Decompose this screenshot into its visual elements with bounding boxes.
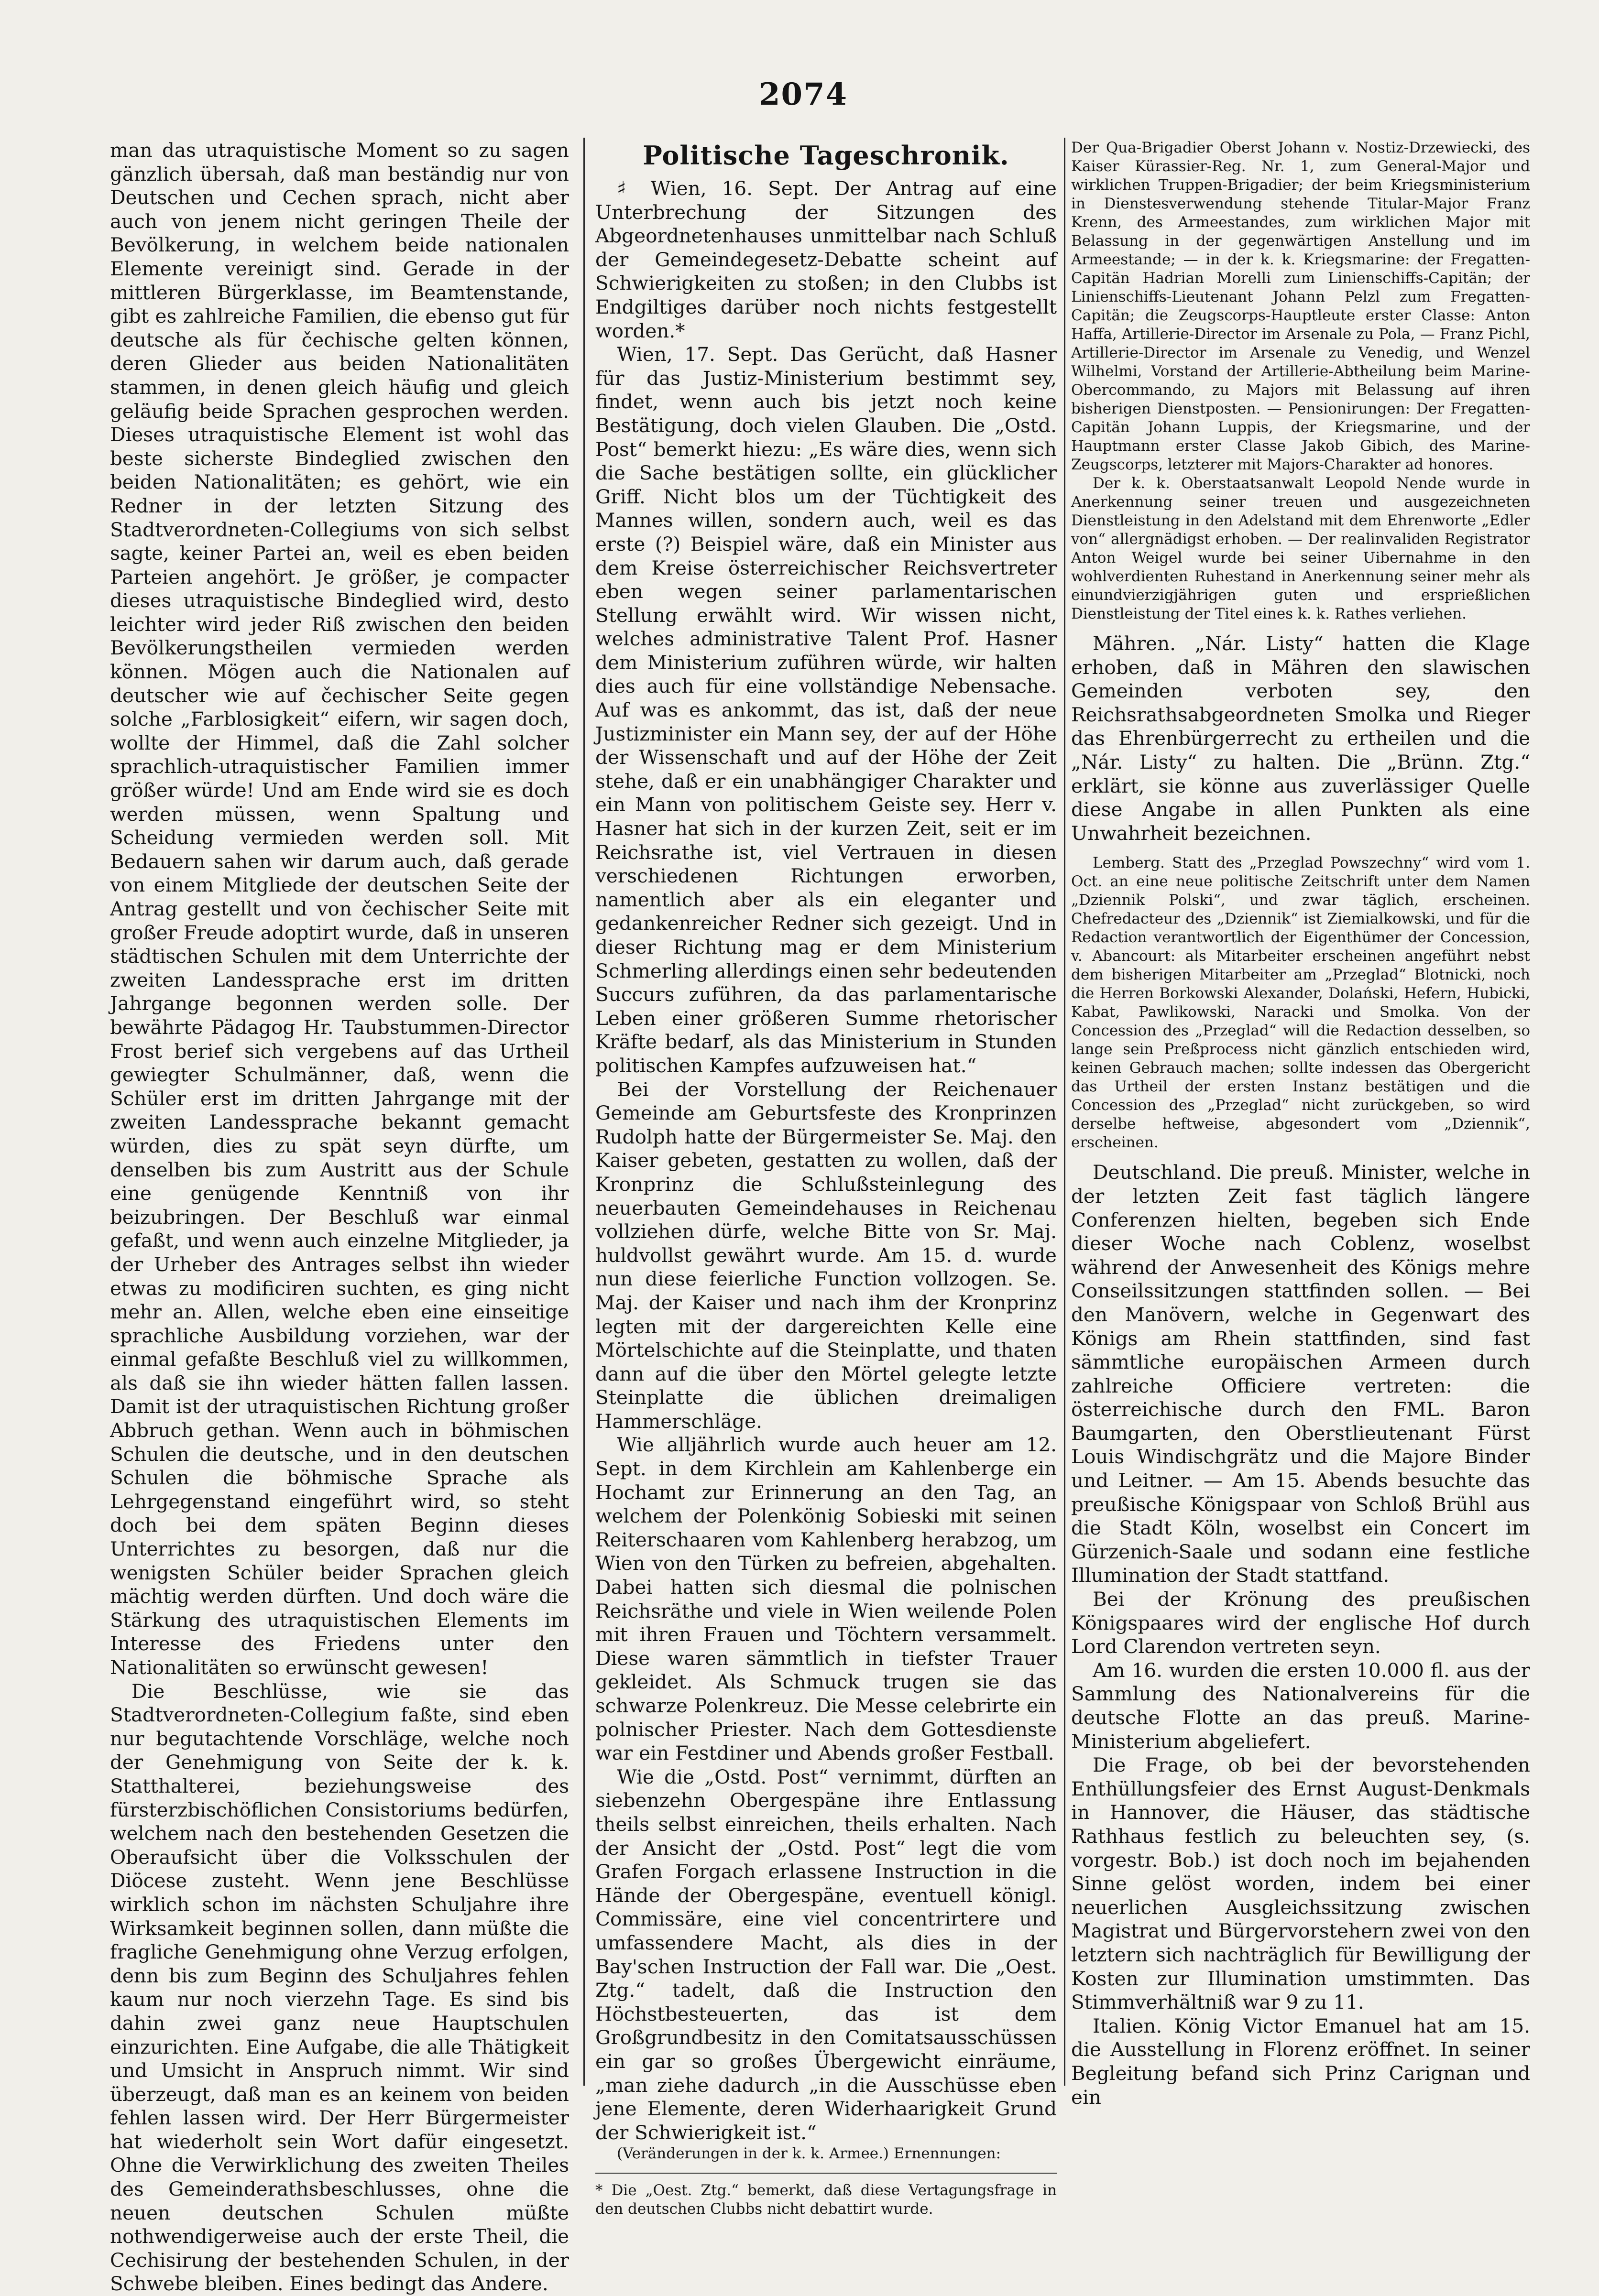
column-left bbox=[110, 139, 569, 2296]
footnote: * Die „Oest. Ztg.“ bemerkt, daß diese Vertagungsfrage in den deutschen Clubbs nicht debattirt wurde. bbox=[595, 2173, 1057, 2219]
news-item: Italien. König Victor Emanuel hat am 15. die Ausstellung in Florenz eröffnet. In seiner Begleitung befand sich Prinz Carignan und ein bbox=[1071, 2014, 1530, 2109]
news-item: Die Frage, ob bei der bevorstehenden Enthüllungsfeier des Ernst August-Denkmals in Hannover, die Häuser, das städtische Rathhaus festlich zu beleuchten sey, (s. vorgestr. Bob.) ist doch noch im bejahenden Sinne gelöst worden, indem bei einer neuerlichen Ausgleichssitzung zwischen Magistrat und Bürgervorstehern zwei von den letztern sich nachträglich für Bewilligung der Kosten zur Illumination umstimmten. Das Stimmverhältniß war 9 zu 11. bbox=[1071, 1753, 1530, 2014]
news-item: Wie alljährlich wurde auch heuer am 12. Sept. in dem Kirchlein am Kahlenberge ein Hochamt zur Erinnerung an den Tag, an welchem der Polenkönig Sobieski mit seinen Reiterschaaren vom Kahlenberg herabzog, um Wien von den Türken zu befreien, abgehalten. Dabei hatten sich diesmal die polnischen Reichsräthe und viele in Wien weilende Polen mit ihren Frauen und Töchtern versammelt. Diese waren sämmtlich in tiefster Trauer gekleidet. Als Schmuck trugen sie das schwarze Polenkreuz. Die Messe celebrirte ein polnischer Priester. Nach dem Gottesdienste war ein Festdiner und Abends großer Festball. bbox=[595, 1433, 1057, 1765]
article-paragraph: Die Beschlüsse, wie sie das Stadtverordneten-Collegium faßte, sind eben nur begutachtende Vorschläge, welche noch der Genehmigung von Seite der k. k. Statthalterei, beziehungsweise des fürsterzbischöflichen Consistoriums bedürfen, welchem nach den bestehenden Gesetzen die Oberaufsicht über die Volksschulen der Diöcese zusteht. Wenn jene Beschlüsse wirklich schon im nächsten Schuljahre ihre Wirksamkeit beginnen sollen, dann müßte die fragliche Genehmigung ohne Verzug erfolgen, denn bis zum Beginn des Schuljahres fehlen kaum nur noch vierzehn Tage. Es sind bis dahin zwei ganz neue Hauptschulen einzurichten. Eine Aufgabe, die alle Thätigkeit und Umsicht in Anspruch nimmt. Wir sind überzeugt, daß man es an keinem von beiden fehlen lassen wird. Der Herr Bürgermeister hat wiederholt sein Wort dafür eingesetzt. Ohne die Verwirklichung des zweiten Theiles des Gemeinderathsbeschlusses, ohne die neuen deutschen Schulen müßte nothwendigerweise auch der erste Theil, die Cechisirung der bestehenden Schulen, in der Schwebe bleiben. Eines bedingt das Andere. bbox=[110, 1679, 569, 2296]
news-item: Am 16. wurden die ersten 10.000 fl. aus der Sammlung des Nationalvereins für die deutsche Flotte an das preuß. Marine-Ministerium abgeliefert. bbox=[1071, 1658, 1530, 1753]
news-item: Lemberg. Statt des „Przeglad Powszechny“ wird vom 1. Oct. an eine neue politische Zeitschrift unter dem Namen „Dziennik Polski“, und zwar täglich, erscheinen. Chefredacteur des „Dziennik“ ist Ziemialkowski, und für die Redaction verantwortlich der Eigenthümer der Concession, v. Abancourt: als Mitarbeiter erscheinen angeführt nebst dem bisherigen Mitarbeiter am „Przeglad“ Blotnicki, noch die Herren Borkowski Alexander, Dolański, Hefern, Hubicki, Kabat, Pawlikowski, Naracki und Smolka. Von der Concession des „Przeglad“ will die Redaction desselben, so lange sein Preßprocess nicht gänzlich entschieden wird, keinen Gebrauch machen; sollte indessen das Obergericht das Urtheil der ersten Instanz bestätigen und die Concession des „Przeglad“ nicht zurückgeben, so wird derselbe heftweise, abgesondert vom „Dziennik“, erscheinen. bbox=[1071, 854, 1530, 1152]
news-item: Bei der Krönung des preußischen Königspaares wird der englische Hof durch Lord Clarendon vertreten seyn. bbox=[1071, 1588, 1530, 1658]
news-item: Wie die „Ostd. Post“ vernimmt, dürften an siebenzehn Obergespäne ihre Entlassung theils selbst einreichen, theils erhalten. Nach der Ansicht der „Ostd. Post“ legt die vom Grafen Forgach erlassene Instruction in die Hände der Obergespäne, eventuell königl. Commissäre, eine viel concentrirtere und umfassendere Macht, als dies in der Bay'schen Instruction der Fall war. Die „Oest. Ztg.“ tadelt, daß die Instruction den Höchstbesteuerten, das ist dem Großgrundbesitz in den Comitatsausschüssen ein gar so großes Übergewicht einräume, „man ziehe dadurch „in die Ausschüsse eben jene Elemente, deren Widerhaarigkeit Grund der Schwierigkeit ist.“ bbox=[595, 1765, 1057, 2144]
section-heading: Politische Tageschronik. bbox=[643, 140, 1009, 171]
news-item: Deutschland. Die preuß. Minister, welche in der letzten Zeit fast täglich längere Conferenzen hielten, begeben sich Ende dieser Woche nach Coblenz, woselbst während der Anwesenheit des Königs mehre Conseilssitzungen stattfinden sollen. — Bei den Manövern, welche in Gegenwart des Königs am Rhein stattfinden, sind fast sämmtliche europäischen Armeen durch zahlreiche Officiere vertreten: die österreichische durch den FML. Baron Baumgarten, den Oberstlieutenant Fürst Louis Windischgrätz und die Majore Binder und Leitner. — Am 15. Abends besuchte das preußische Königspaar von Schloß Brühl aus die Stadt Köln, woselbst ein Concert im Gürzenich-Saale und sodann eine festliche Illumination der Stadt stattfand. bbox=[1071, 1161, 1530, 1587]
news-item: Mähren. „Nár. Listy“ hatten die Klage erhoben, daß in Mähren den slawischen Gemeinden verboten sey, den Reichsrathsabgeordneten Smolka und Rieger das Ehrenbürgerrecht zu ertheilen und die „Nár. Listy“ zu halten. Die „Brünn. Ztg.“ erklärt, sie könne aus zuverlässiger Quelle diese Angabe in allen Punkten als eine Unwahrheit bezeichnen. bbox=[1071, 632, 1530, 845]
news-item: Der Qua-Brigadier Oberst Johann v. Nostiz-Drzewiecki, des Kaiser Kürassier-Reg. Nr. 1, zum General-Major und wirklichen Truppen-Brigadier; der beim Kriegsministerium in Dienstesverwendung stehende Titular-Major Franz Krenn, des Armeestandes, zum wirklichen Major mit Belassung in der gegenwärtigen Anstellung und im Armeestande; — in der k. k. Kriegsmarine: der Fregatten-Capitän Hadrian Morelli zum Linienschiffs-Capitän; der Linienschiffs-Lieutenant Johann Pelzl zum Fregatten-Capitän; die Zeugscorps-Hauptleute erster Classe: Anton Haffa, Artillerie-Director im Arsenale zu Pola, — Franz Pichl, Artillerie-Director im Arsenale zu Venedig, und Wenzel Wilhelmi, Vorstand der Artillerie-Abtheilung beim Marine-Obercommando, zu Majors mit Belassung auf ihren bisherigen Dienstposten. — Pensionirungen: Der Fregatten-Capitän Johann Luppis, der Kriegsmarine, und der Hauptmann erster Classe Jakob Gibich, des Marine-Zeugscorps, letzterer mit Majors-Charakter ad honores. bbox=[1071, 139, 1530, 473]
article-paragraph: man das utraquistische Moment so zu sagen gänzlich übersah, daß man beständig nur von Deutschen und Cechen sprach, nicht aber auch von jenem nicht geringen Theile der Bevölkerung, in welchem beide nationalen Elemente vereinigt sind. Gerade in der mittleren Bürgerklasse, im Beamtenstande, gibt es zahlreiche Familien, die ebenso gut für deutsche als für čechische gelten können, deren Glieder aus beiden Nationalitäten stammen, in denen gleich häufig und gleich geläufig beide Sprachen gesprochen werden. Dieses utraquistische Element ist wohl das beste sicherste Bindeglied zwischen den beiden Nationalitäten; es gehört, wie ein Redner in der letzten Sitzung des Stadtverordneten-Collegiums von sich selbst sagte, keiner Partei an, weil es eben beiden Parteien angehört. Je größer, je compacter dieses utraquistische Bindeglied wird, desto leichter wird jeder Riß zwischen den beiden Bevölkerungstheilen vermieden werden können. Mögen auch die Nationalen auf deutscher wie auf čechischer Seite gegen solche „Farblosigkeit“ eifern, wir sagen doch, wollte der Himmel, daß die Zahl solcher sprachlich-utraquistischer Familien immer größer würde! Und am Ende wird sie es doch werden müssen, wenn Spaltung und Scheidung vermieden werden soll. Mit Bedauern sahen wir darum auch, daß gerade von einem Mitgliede der deutschen Seite der Antrag gestellt und von čechischer Seite mit großer Freude adoptirt wurde, daß in unseren städtischen Schulen mit dem Unterrichte der zweiten Landessprache erst im dritten Jahrgange begonnen werden solle. Der bewährte Pädagog Hr. Taubstummen-Director Frost berief sich vergebens auf das Urtheil gewiegter Schulmänner, daß, wenn die Schüler erst im dritten Jahrgange mit der zweiten Landessprache bekannt gemacht würden, dies zu spät seyn dürfte, um denselben bis zum Austritt aus der Schule eine genügende Kenntniß von ihr beizubringen. Der Beschluß war einmal gefaßt, und wenn auch einzelne Mitglieder, ja der Urheber des Antrages selbst ihn wieder etwas zu modificiren suchten, es ging nicht mehr an. Allen, welche eben eine einseitige sprachliche Ausbildung vorziehen, war der einmal gefaßte Beschluß viel zu willkommen, als daß sie ihn wieder hätten fallen lassen. Damit ist der utraquistischen Richtung großer Abbruch gethan. Wenn auch in böhmischen Schulen die deutsche, und in den deutschen Schulen die böhmische Sprache als Lehrgegenstand eingeführt wird, so steht doch bei dem späten Beginn dieses Unterrichtes zu besorgen, daß nur die wenigsten Schüler beider Sprachen gleich mächtig werden dürften. Und doch wäre die Stärkung des utraquistischen Elements im Interesse des Friedens unter den Nationalitäten so erwünscht gewesen! bbox=[110, 139, 569, 1679]
column-middle bbox=[595, 139, 1057, 2218]
news-item: Wien, 17. Sept. Das Gerücht, daß Hasner für das Justiz-Ministerium bestimmt sey, findet, wenn auch bis jetzt noch keine Bestätigung, doch vielen Glauben. Die „Ostd. Post“ bemerkt hiezu: „Es wäre dies, wenn sich die Sache bestätigen sollte, ein glücklicher Griff. Nicht blos um der Tüchtigkeit des Mannes willen, sondern auch, weil es das erste (?) Beispiel wäre, daß ein Minister aus dem Kreise österreichischer Reichsvertreter eben wegen seiner parlamentarischen Stellung erwählt wird. Wir wissen nicht, welches administrative Talent Prof. Hasner dem Ministerium zuführen würde, wir halten dies auch für eine vollständige Nebensache. Auf was es ankommt, das ist, daß der neue Justizminister ein Mann sey, der auf der Höhe der Wissenschaft und auf der Höhe der Zeit stehe, daß er ein unabhängiger Charakter und ein Mann von politischem Geiste sey. Herr v. Hasner hat sich in der kurzen Zeit, seit er im Reichsrathe ist, viel Vertrauen in diesen verschiedenen Richtungen erworben, namentlich aber als ein eleganter und gedankenreicher Redner sich gezeigt. Und in dieser Richtung mag er dem Ministerium Schmerling allerdings einen sehr bedeutenden Succurs zuführen, da das parlamentarische Leben einer größeren Summe rhetorischer Kräfte bedarf, als das Ministerium in Stunden politischen Kampfes aufzuweisen hat.“ bbox=[595, 343, 1057, 1077]
column-right bbox=[1071, 139, 1530, 2124]
news-item: Bei der Vorstellung der Reichenauer Gemeinde am Geburtsfeste des Kronprinzen Rudolph hatte der Bürgermeister Se. Maj. den Kaiser gebeten, gestatten zu wollen, daß der Kronprinz die Schlußsteinlegung des neuerbauten Gemeindehauses in Reichenau vollziehen dürfe, welche Bitte von Sr. Maj. huldvollst gewährt wurde. Am 15. d. wurde nun diese feierliche Function vollzogen. Se. Maj. der Kaiser und nach ihm der Kronprinz legten mit der dargereichten Kelle eine Mörtelschichte auf die Steinplatte, und thaten dann auf die über den Mörtel gelegte letzte Steinplatte die üblichen dreimaligen Hammerschläge. bbox=[595, 1077, 1057, 1433]
column-rule-1 bbox=[583, 138, 585, 2086]
page-number: 2074 bbox=[758, 76, 848, 112]
column-rule-2 bbox=[1064, 138, 1065, 2086]
news-item: Der k. k. Oberstaatsanwalt Leopold Nende wurde in Anerkennung seiner treuen und ausgezeichneten Dienstleistung in den Adelstand mit dem Ehrenworte „Edler von“ allergnädigst erhoben. — Der realinvaliden Registrator Anton Weigel wurde bei seiner Uibernahme in den wohlverdienten Ruhestand in Anerkennung seiner mehr als einundvierzigjährigen guten und ersprießlichen Dienstleistung der Titel eines k. k. Rathes verliehen. bbox=[1071, 475, 1530, 622]
news-item: ♯ Wien, 16. Sept. Der Antrag auf eine Unterbrechung der Sitzungen des Abgeordnetenhauses unmittelbar nach Schluß der Gemeindegesetz-Debatte scheint auf Schwierigkeiten zu stoßen; in den Clubbs ist Endgiltiges darüber noch nichts festgestellt worden.* bbox=[595, 177, 1057, 342]
news-item: (Veränderungen in der k. k. Armee.) Ernennungen: bbox=[617, 2145, 1001, 2163]
